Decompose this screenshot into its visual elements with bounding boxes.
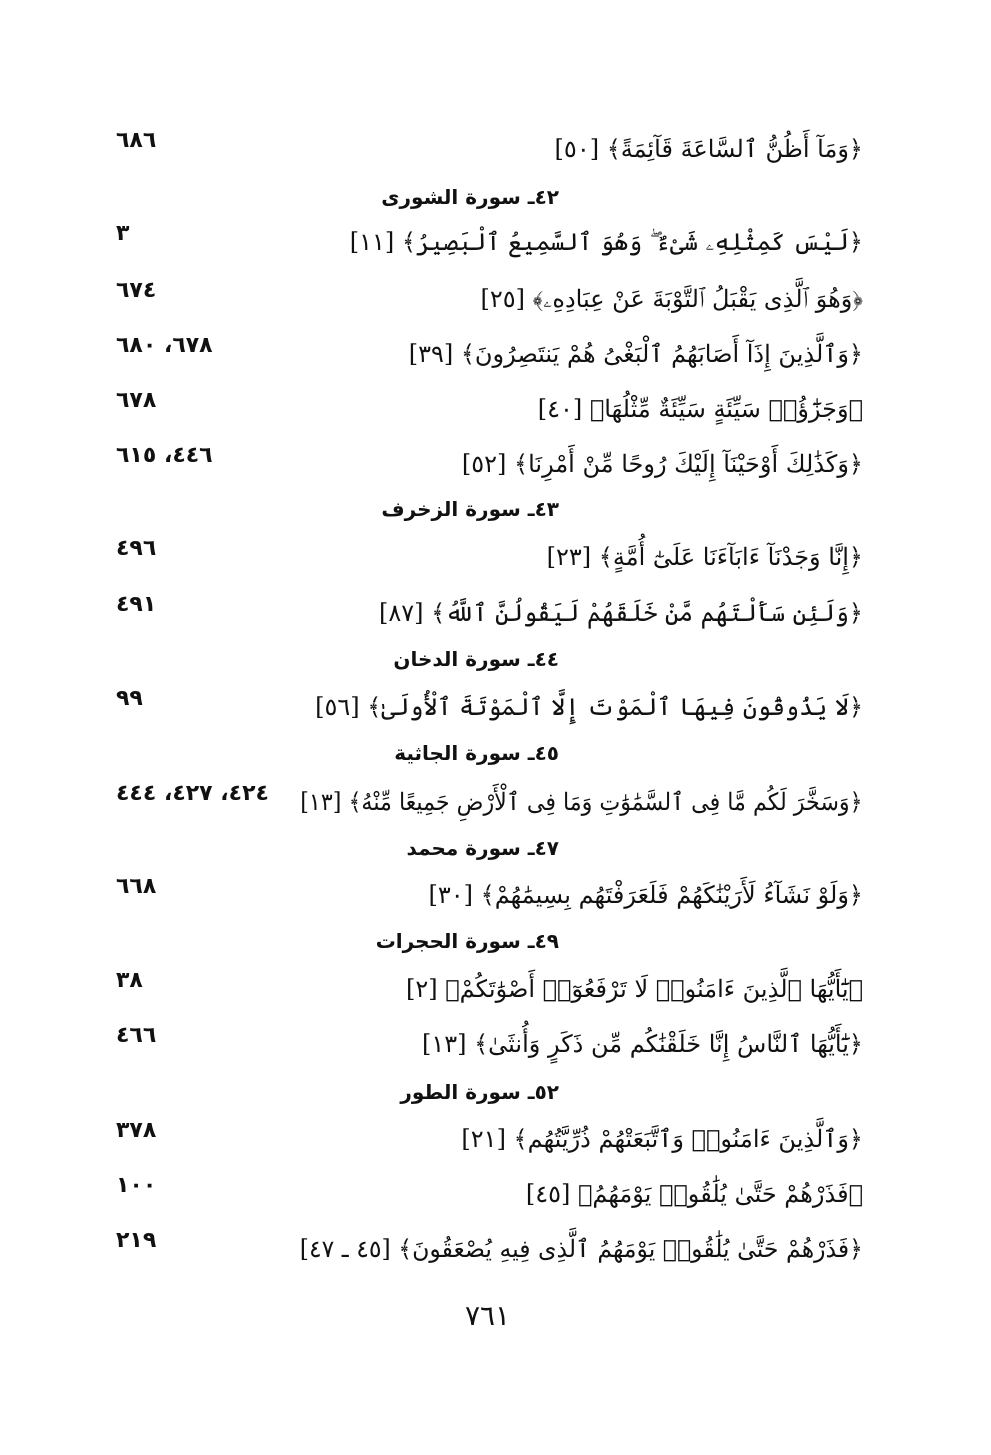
verse-text: ﴿وَلَوْ نَشَآءُ لَأَرَيْنَٰكَهُمْ فَلَعَرَفْتَهُم بِسِيمَٰهُمْ﴾ [٣٠] xyxy=(428,881,863,909)
surah-heading: ٤٤ـ سورة الدخان xyxy=(393,647,559,671)
index-entry xyxy=(0,874,991,924)
page-references: ٣٧٨ xyxy=(116,1118,157,1143)
index-entry xyxy=(0,968,991,1018)
surah-heading: ٤٥ـ سورة الجاثية xyxy=(394,741,559,765)
page-references: ٦٨٦ xyxy=(116,128,157,153)
page-references: ١٠٠ xyxy=(116,1173,157,1198)
surah-heading: ٤٩ـ سورة الحجرات xyxy=(375,929,559,953)
index-entry xyxy=(0,686,991,736)
verse-text: ﴿وَٱلَّذِينَ إِذَآ أَصَابَهُمُ ٱلْبَغْىُ هُمْ يَنتَصِرُونَ﴾ [٣٩] xyxy=(408,340,863,368)
index-entry xyxy=(0,1173,991,1223)
surah-heading: ٥٢ـ سورة الطور xyxy=(400,1080,559,1104)
index-entry xyxy=(0,781,991,831)
verse-text: ﴿وَسَخَّرَ لَكُم مَّا فِى ٱلسَّمَٰوَٰتِ وَمَا فِى ٱلْأَرْضِ جَمِيعًا مِّنْهُ﴾ [١٣] xyxy=(300,788,863,816)
index-entry xyxy=(0,1228,991,1278)
page-references: ٣ xyxy=(116,221,130,246)
index-entry xyxy=(0,221,991,271)
index-entry xyxy=(0,278,991,328)
verse-text: ﴿فَذَرْهُمْ حَتَّىٰ يُلَٰقُوا۟ يَوْمَهُمُ ٱلَّذِى فِيهِ يُصْعَقُونَ﴾ [٤٥ ـ ٤٧] xyxy=(299,1235,863,1263)
index-entry xyxy=(0,128,991,178)
page-references: ٦٧٤ xyxy=(116,278,157,303)
index-entry xyxy=(0,1023,991,1073)
index-entry xyxy=(0,536,991,586)
index-entry xyxy=(0,333,991,383)
verse-text: ﴿وَجَزَٰٓؤُا۟ سَيِّئَةٍ سَيِّئَةٌ مِّثْلُهَا﴾ [٤٠] xyxy=(537,395,863,423)
verse-text: ﴿يَٰٓأَيُّهَا ٱلَّذِينَ ءَامَنُوا۟ لَا تَرْفَعُوٓا۟ أَصْوَٰتَكُمْ﴾ [٢] xyxy=(406,975,863,1003)
verse-text: ﴿وَمَآ أَظُنُّ ٱلسَّاعَةَ قَآئِمَةً﴾ [٥٠] xyxy=(554,135,863,163)
verse-text: ﴿وَكَذَٰلِكَ أَوْحَيْنَآ إِلَيْكَ رُوحًا مِّنْ أَمْرِنَا﴾ [٥٢] xyxy=(461,450,863,478)
page-references: ٤٦٦ xyxy=(116,1023,157,1048)
surah-heading: ٤٧ـ سورة محمد xyxy=(406,836,559,860)
surah-heading: ٤٢ـ سورة الشورى xyxy=(381,185,559,209)
page-references: ٦٧٨ xyxy=(116,388,157,413)
page-references: ٢١٩ xyxy=(116,1228,157,1253)
page-references: ٤٩١ xyxy=(116,592,157,617)
index-entry xyxy=(0,388,991,438)
verse-text: ﴿لَيْسَ كَمِثْلِهِۦ شَىْءٌ ۖ وَهُوَ ٱلسَّمِيعُ ٱلْبَصِيرُ﴾ [١١] xyxy=(349,228,863,256)
verse-text: ﴿إِنَّا وَجَدْنَآ ءَابَآءَنَا عَلَىٰٓ أُمَّةٍ﴾ [٢٣] xyxy=(546,543,863,571)
page-references: ٣٨ xyxy=(116,968,143,993)
index-entry xyxy=(0,592,991,642)
surah-heading: ٤٣ـ سورة الزخرف xyxy=(381,497,559,521)
page-references: ٤٤٦، ٦١٥ xyxy=(116,443,213,468)
index-entry xyxy=(0,1118,991,1168)
verse-text: ﴿فَذَرْهُمْ حَتَّىٰ يُلَٰقُوا۟ يَوْمَهُمُ﴾ [٤٥] xyxy=(525,1180,863,1208)
verse-text: ﴿وَلَئِن سَأَلْتَهُم مَّنْ خَلَقَهُمْ لَيَقُولُنَّ ٱللَّهُ﴾ [٨٧] xyxy=(378,599,863,627)
page-number: ٧٦١ xyxy=(464,1299,511,1332)
page-references: ٦٧٨، ٦٨٠ xyxy=(116,333,213,358)
page-references: ٤٢٤، ٤٢٧، ٤٤٤ xyxy=(116,781,269,806)
page-references: ٩٩ xyxy=(116,686,143,711)
verse-text: ﴿يَٰٓأَيُّهَا ٱلنَّاسُ إِنَّا خَلَقْنَٰكُم مِّن ذَكَرٍ وَأُنثَىٰ﴾ [١٣] xyxy=(421,1030,863,1058)
page-number-footer xyxy=(0,1298,991,1334)
page-references: ٦٦٨ xyxy=(116,874,157,899)
verse-text: ﴿لَا يَذُوقُونَ فِيهَا ٱلْمَوْتَ إِلَّا ٱلْمَوْتَةَ ٱلْأُولَىٰ﴾ [٥٦] xyxy=(315,693,863,721)
index-entry xyxy=(0,443,991,493)
page-references: ٤٩٦ xyxy=(116,536,157,561)
verse-text: ﴿وَٱلَّذِينَ ءَامَنُوا۟ وَٱتَّبَعَتْهُمْ ذُرِّيَّتُهُم﴾ [٢١] xyxy=(461,1125,863,1153)
verse-text: ﴿وَهُوَ ٱلَّذِى يَقْبَلُ ٱلتَّوْبَةَ عَنْ عِبَادِهِۦ﴾ [٢٥] xyxy=(480,285,863,313)
